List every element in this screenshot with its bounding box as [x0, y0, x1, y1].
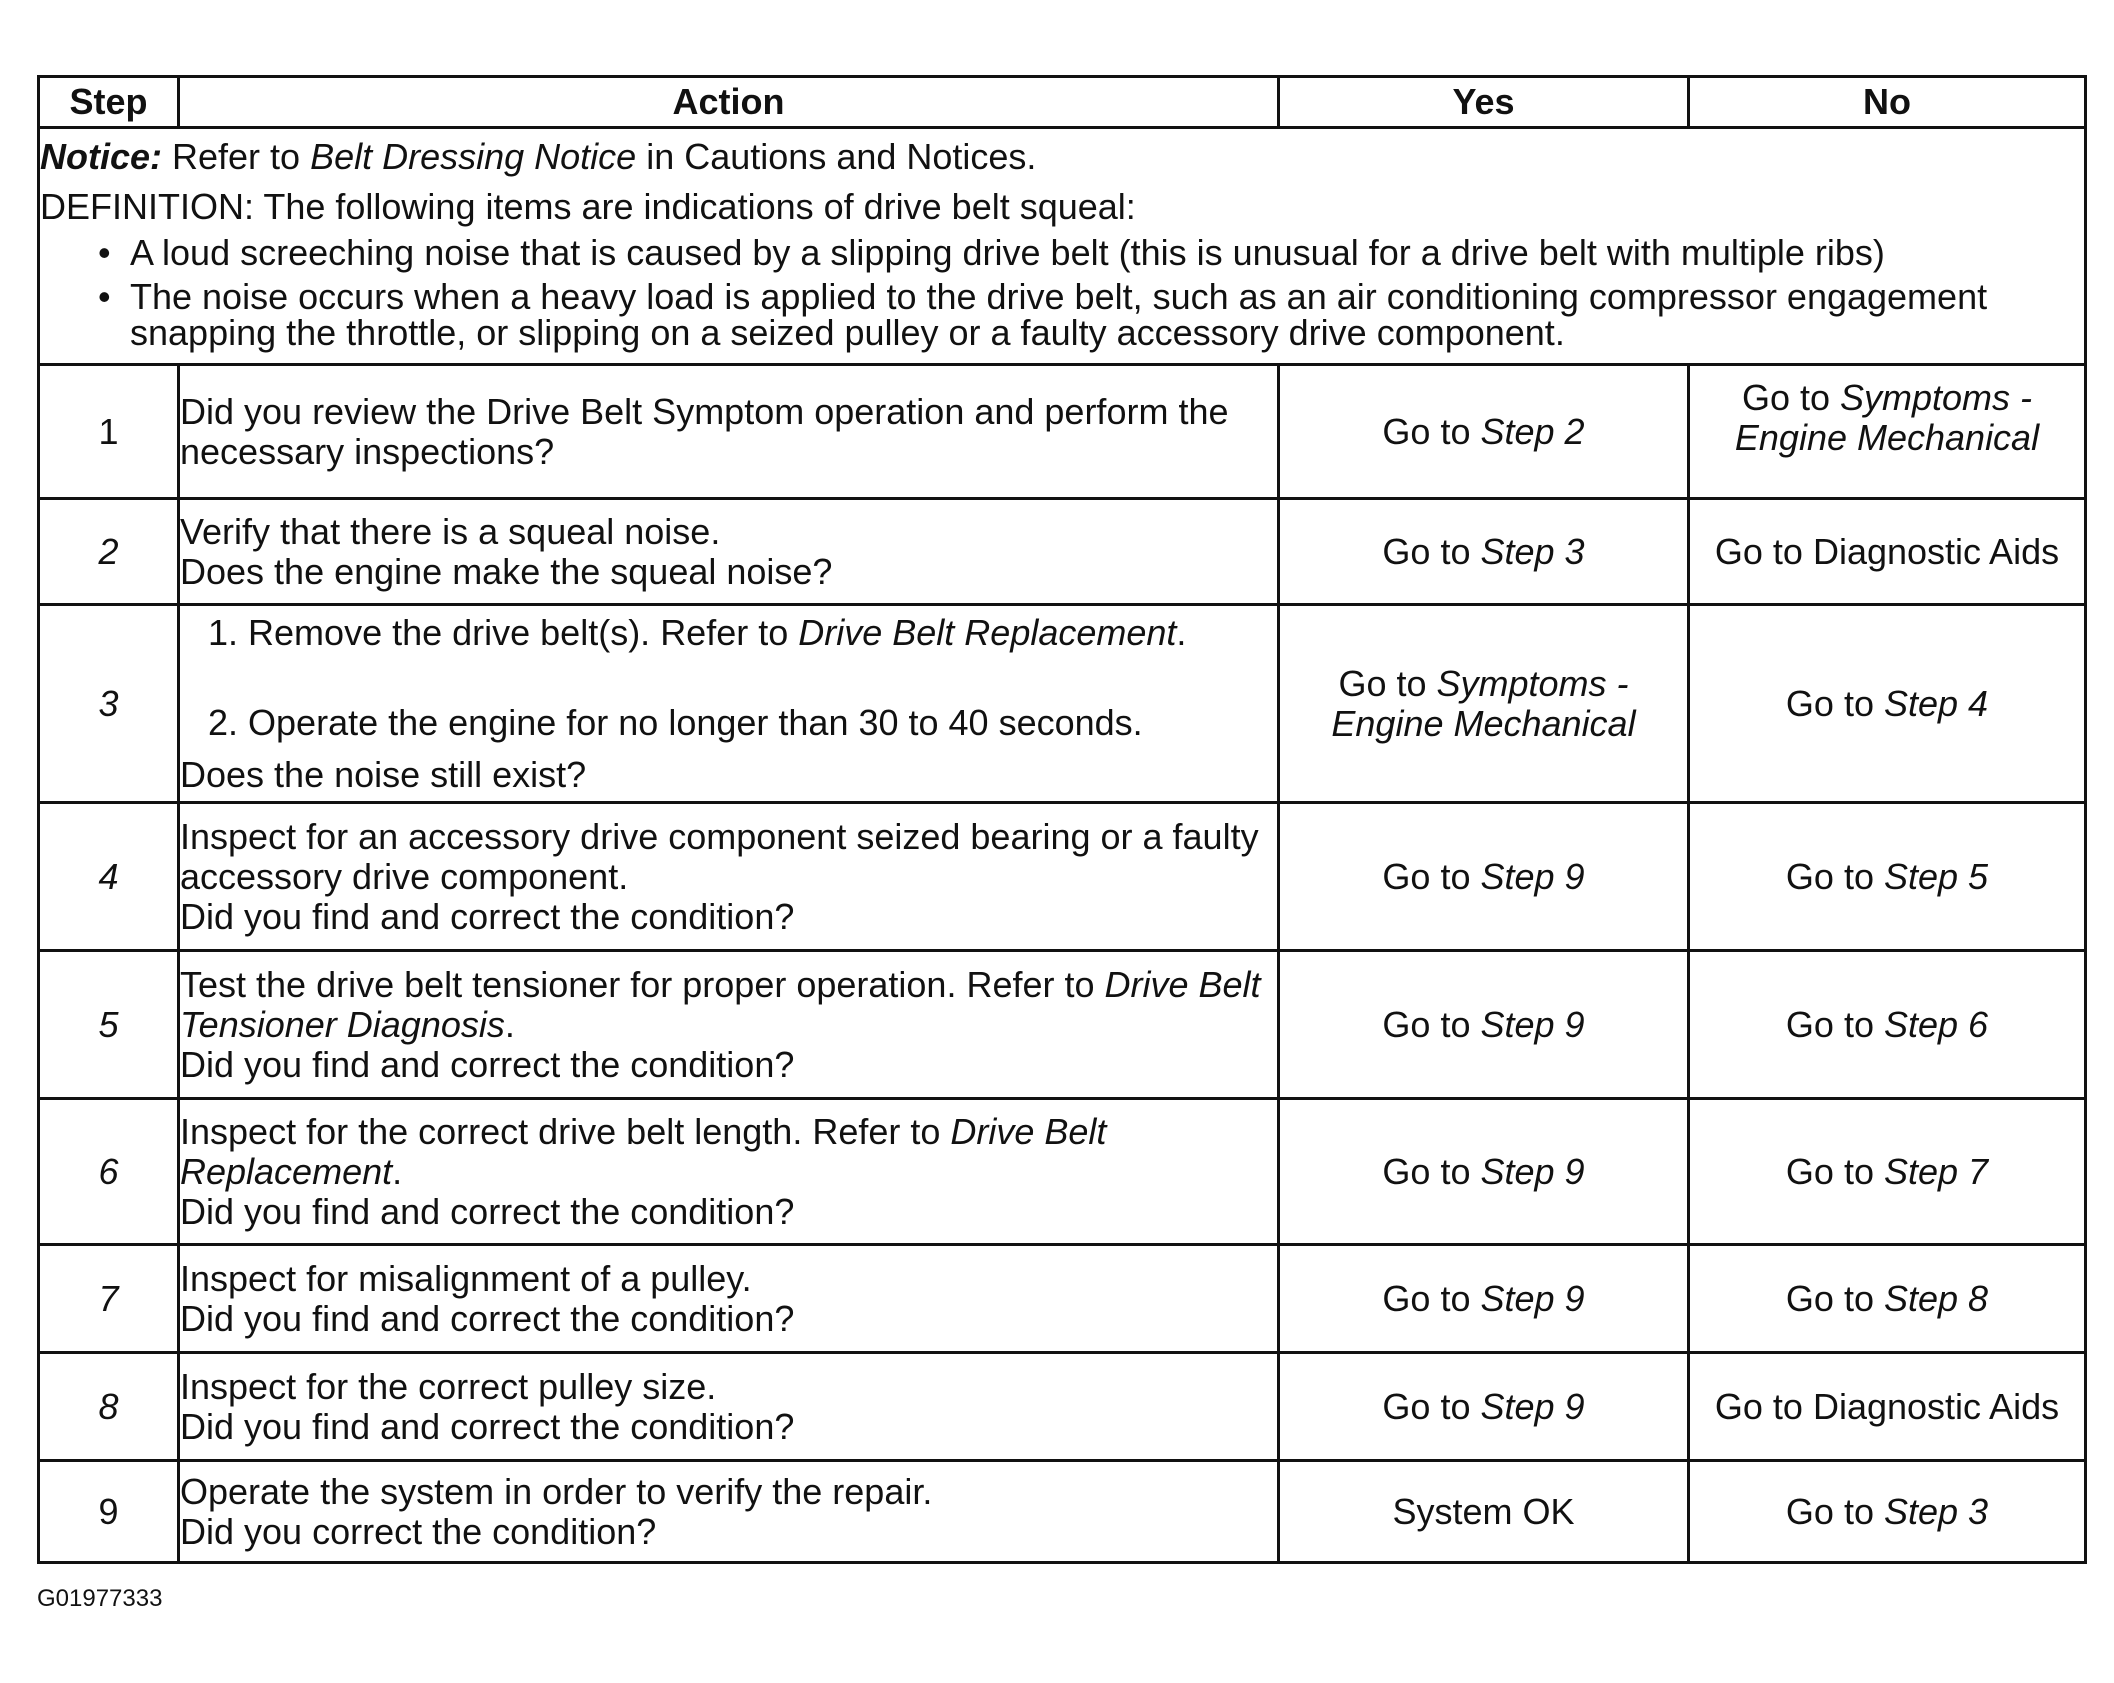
- action-question: Did you find and correct the condition?: [180, 1297, 795, 1339]
- yes-cell: [1279, 1245, 1689, 1353]
- yes-cell: [1279, 1099, 1689, 1245]
- diagnostic-table: [37, 75, 2087, 1564]
- no-target: Step 4: [1883, 682, 1989, 724]
- yes-cell: [1279, 365, 1689, 499]
- yes-cell: [1279, 803, 1689, 951]
- go-to-text: Go to: [1382, 1277, 1481, 1319]
- no-target-line-2: Engine Mechanical: [1734, 417, 2040, 458]
- go-to-text: Go to: [1382, 410, 1481, 452]
- go-to-text: Go to: [1741, 377, 1841, 418]
- go-to-text: Go to: [1785, 1490, 1884, 1532]
- step-number: 7: [39, 1245, 179, 1353]
- action-text: Operate the system in order to verify the repair.: [180, 1470, 933, 1512]
- substep-number: 2.: [208, 701, 239, 743]
- bullet-text: The noise occurs when a heavy load is applied to the drive belt, such as an air conditioning compressor engagement snapping the throttle, or slipping on a seized pulley or a faulty accessory drive component.: [130, 276, 1988, 353]
- action-question: Did you find and correct the condition?: [180, 1043, 795, 1085]
- header-action: Action: [179, 77, 1279, 128]
- action-cell: [179, 951, 1279, 1099]
- no-target-line-1: Symptoms -: [1840, 377, 2033, 418]
- yes-target-line-1: Symptoms -: [1436, 662, 1629, 704]
- action-cell: [179, 499, 1279, 605]
- no-cell: [1689, 365, 2086, 499]
- no-cell: [1689, 605, 2086, 803]
- action-text: Did you review the Drive Belt Symptom operation and perform the necessary inspections?: [180, 390, 1229, 472]
- bullet-text: A loud screeching noise that is caused by a slipping drive belt (this is unusual for a drive belt with multiple ribs): [130, 232, 1885, 273]
- go-to-text: Go to: [1785, 1277, 1884, 1319]
- go-to-text: Go to: [1382, 530, 1481, 572]
- action-cell: [179, 365, 1279, 499]
- substep-text: Operate the engine for no longer than 30 to 40 seconds.: [238, 701, 1143, 743]
- yes-target-line-2: Engine Mechanical: [1331, 702, 1636, 744]
- action-question: Did you correct the condition?: [180, 1510, 657, 1552]
- action-cell: [179, 1099, 1279, 1245]
- action-link: Drive Belt Tensioner Diagnosis: [180, 963, 1261, 1045]
- action-text: [180, 965, 1277, 1045]
- yes-target: Step 3: [1480, 530, 1585, 572]
- substep-text: Remove the drive belt(s). Refer to: [238, 611, 799, 653]
- yes-target: Step 2: [1480, 410, 1585, 452]
- yes-cell: [1279, 605, 1689, 803]
- yes-target: Step 9: [1480, 1277, 1585, 1319]
- action-text: Inspect for an accessory drive component seized bearing or a faulty accessory drive component.: [180, 815, 1259, 897]
- step-number: 2: [39, 499, 179, 605]
- step-number: 6: [39, 1099, 179, 1245]
- yes-target: Step 9: [1480, 1003, 1585, 1045]
- action-question: Did you find and correct the condition?: [180, 1190, 795, 1232]
- definition-bullets: [40, 232, 2084, 353]
- action-text: Verify that there is a squeal noise.: [180, 510, 721, 552]
- table-row: [39, 1099, 2086, 1245]
- table-row: [39, 1245, 2086, 1353]
- no-cell: [1689, 951, 2086, 1099]
- action-question: Does the engine make the squeal noise?: [180, 550, 833, 592]
- substep-number: 1.: [208, 611, 239, 653]
- notice-link: Belt Dressing Notice: [310, 136, 637, 177]
- go-to-text: Go to: [1382, 855, 1481, 897]
- action-cell: [179, 605, 1279, 803]
- action-text: [180, 1112, 1277, 1192]
- bullet-dot-icon: •: [98, 276, 111, 317]
- action-text-part: Test the drive belt tensioner for proper operation. Refer to: [180, 963, 1105, 1005]
- go-to-text: Go to: [1382, 1003, 1481, 1045]
- notice-row: [39, 128, 2086, 365]
- action-question: Does the noise still exist?: [180, 753, 587, 795]
- table-row: [39, 605, 2086, 803]
- bullet-dot-icon: •: [98, 232, 111, 273]
- table-row: [39, 951, 2086, 1099]
- action-end: .: [392, 1150, 403, 1192]
- header-step: Step: [39, 77, 179, 128]
- action-link: Drive Belt Replacement: [180, 1110, 1107, 1192]
- table-row: [39, 499, 2086, 605]
- action-text: Inspect for misalignment of a pulley.: [180, 1257, 752, 1299]
- go-to-text: Go to: [1382, 1385, 1481, 1427]
- no-cell: [1689, 803, 2086, 951]
- action-cell: [179, 1353, 1279, 1461]
- yes-target: Step 9: [1480, 1150, 1585, 1192]
- step-number: 9: [39, 1461, 179, 1563]
- header-no: No: [1689, 77, 2086, 128]
- substep-item: [180, 703, 1277, 743]
- notice-text-2: in Cautions and Notices.: [636, 136, 1037, 177]
- go-to-text: Go to: [1785, 855, 1884, 897]
- header-yes: Yes: [1279, 77, 1689, 128]
- step-number: 1: [39, 365, 179, 499]
- no-target: Step 5: [1883, 855, 1989, 897]
- no-cell: [1689, 1099, 2086, 1245]
- substep-list: [180, 613, 1277, 743]
- no-target: Step 6: [1883, 1003, 1989, 1045]
- table-row: [39, 1353, 2086, 1461]
- substep-link: Drive Belt Replacement: [798, 611, 1177, 653]
- go-to-text: Go to: [1785, 1003, 1884, 1045]
- notice-label: Notice:: [40, 136, 163, 177]
- action-cell: [179, 1461, 1279, 1563]
- substep-end: .: [1176, 611, 1187, 653]
- step-number: 4: [39, 803, 179, 951]
- no-cell: Go to Diagnostic Aids: [1689, 1353, 2086, 1461]
- substep-item: [180, 613, 1277, 653]
- no-cell: [1689, 1461, 2086, 1563]
- bullet-item: [40, 276, 2084, 353]
- yes-target: Step 9: [1480, 1385, 1585, 1427]
- action-question: Did you find and correct the condition?: [180, 895, 795, 937]
- no-target: Step 7: [1883, 1150, 1989, 1192]
- go-to-text: Go to: [1338, 662, 1437, 704]
- yes-cell: [1279, 499, 1689, 605]
- no-target: Step 3: [1883, 1490, 1989, 1532]
- notice-text-1: Refer to: [162, 136, 311, 177]
- no-target: Step 8: [1883, 1277, 1989, 1319]
- action-question: Did you find and correct the condition?: [180, 1405, 795, 1447]
- figure-id: G01977333: [37, 1585, 163, 1612]
- table-row: [39, 1461, 2086, 1563]
- go-to-text: Go to: [1382, 1150, 1481, 1192]
- no-cell: Go to Diagnostic Aids: [1689, 499, 2086, 605]
- table-row: [39, 365, 2086, 499]
- bullet-item: [40, 232, 2084, 273]
- action-cell: [179, 803, 1279, 951]
- action-cell: [179, 1245, 1279, 1353]
- yes-cell: [1279, 951, 1689, 1099]
- no-cell: [1689, 1245, 2086, 1353]
- yes-cell: System OK: [1279, 1461, 1689, 1563]
- step-number: 8: [39, 1353, 179, 1461]
- notice-line: [40, 137, 2084, 177]
- yes-target: Step 9: [1480, 855, 1585, 897]
- notice-cell: [39, 128, 2086, 365]
- action-text: Inspect for the correct pulley size.: [180, 1365, 717, 1407]
- step-number: 5: [39, 951, 179, 1099]
- step-number: 3: [39, 605, 179, 803]
- action-text-part: Inspect for the correct drive belt length. Refer to: [180, 1110, 951, 1152]
- action-end: .: [504, 1003, 515, 1045]
- definition-text: DEFINITION: The following items are indications of drive belt squeal:: [40, 186, 1136, 227]
- table-row: [39, 803, 2086, 951]
- go-to-text: Go to: [1785, 1150, 1884, 1192]
- go-to-text: Go to: [1785, 682, 1884, 724]
- yes-cell: [1279, 1353, 1689, 1461]
- table-header-row: [39, 77, 2086, 128]
